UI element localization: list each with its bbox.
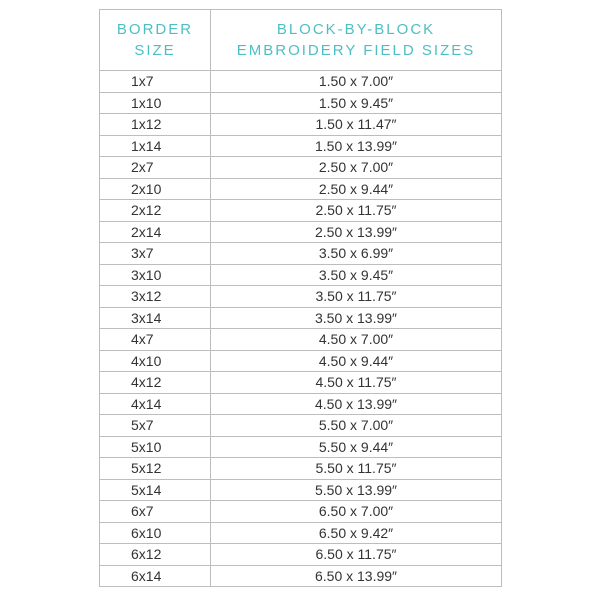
table-row xyxy=(100,501,502,523)
embroidery-sizes-table xyxy=(99,9,502,587)
table-body xyxy=(100,71,502,587)
border-size-cell: 4x12 xyxy=(100,372,211,394)
table-row xyxy=(100,372,502,394)
field-size-cell: 1.50 x 9.45″ xyxy=(211,92,502,114)
table-row xyxy=(100,565,502,587)
border-size-cell: 1x12 xyxy=(100,114,211,136)
border-size-cell: 4x14 xyxy=(100,393,211,415)
field-size-header-line1: BLOCK-BY-BLOCK xyxy=(276,21,436,38)
field-size-cell: 5.50 x 9.44″ xyxy=(211,436,502,458)
border-size-cell: 3x10 xyxy=(100,264,211,286)
border-size-cell: 5x12 xyxy=(100,458,211,480)
border-size-cell: 2x7 xyxy=(100,157,211,179)
border-size-cell: 1x7 xyxy=(100,71,211,93)
border-size-header-line1: BORDER xyxy=(116,21,194,38)
table-row xyxy=(100,92,502,114)
field-size-cell: 1.50 x 11.47″ xyxy=(211,114,502,136)
border-size-cell: 2x12 xyxy=(100,200,211,222)
table-row xyxy=(100,544,502,566)
border-size-cell: 4x7 xyxy=(100,329,211,351)
border-size-cell: 1x14 xyxy=(100,135,211,157)
field-size-cell: 1.50 x 7.00″ xyxy=(211,71,502,93)
border-size-cell: 4x10 xyxy=(100,350,211,372)
border-size-cell: 3x12 xyxy=(100,286,211,308)
table-row xyxy=(100,178,502,200)
border-size-cell: 6x14 xyxy=(100,565,211,587)
field-size-cell: 2.50 x 7.00″ xyxy=(211,157,502,179)
field-size-cell: 1.50 x 13.99″ xyxy=(211,135,502,157)
field-size-cell: 6.50 x 11.75″ xyxy=(211,544,502,566)
border-size-header xyxy=(100,10,211,71)
border-size-cell: 5x7 xyxy=(100,415,211,437)
field-size-cell: 5.50 x 13.99″ xyxy=(211,479,502,501)
field-size-cell: 3.50 x 13.99″ xyxy=(211,307,502,329)
field-size-cell: 2.50 x 9.44″ xyxy=(211,178,502,200)
field-size-header-line2: EMBROIDERY FIELD SIZES xyxy=(236,42,476,59)
table-row xyxy=(100,286,502,308)
border-size-cell: 5x10 xyxy=(100,436,211,458)
table-row xyxy=(100,479,502,501)
table-row xyxy=(100,114,502,136)
border-size-cell: 2x10 xyxy=(100,178,211,200)
field-size-header xyxy=(211,10,502,71)
table-row xyxy=(100,436,502,458)
table-row xyxy=(100,135,502,157)
field-size-cell: 3.50 x 9.45″ xyxy=(211,264,502,286)
table-row xyxy=(100,329,502,351)
border-size-header-line2: SIZE xyxy=(134,42,176,59)
header-row xyxy=(100,10,502,71)
border-size-cell: 1x10 xyxy=(100,92,211,114)
border-size-cell: 6x7 xyxy=(100,501,211,523)
table-row xyxy=(100,350,502,372)
field-size-cell: 4.50 x 11.75″ xyxy=(211,372,502,394)
table-row xyxy=(100,71,502,93)
field-size-cell: 4.50 x 9.44″ xyxy=(211,350,502,372)
border-size-cell: 2x14 xyxy=(100,221,211,243)
table-row xyxy=(100,458,502,480)
table-row xyxy=(100,200,502,222)
field-size-cell: 2.50 x 11.75″ xyxy=(211,200,502,222)
table-row xyxy=(100,243,502,265)
field-size-cell: 5.50 x 11.75″ xyxy=(211,458,502,480)
table-row xyxy=(100,393,502,415)
table-row xyxy=(100,221,502,243)
table-row xyxy=(100,307,502,329)
field-size-cell: 4.50 x 13.99″ xyxy=(211,393,502,415)
border-size-cell: 3x14 xyxy=(100,307,211,329)
field-size-cell: 5.50 x 7.00″ xyxy=(211,415,502,437)
border-size-cell: 6x12 xyxy=(100,544,211,566)
table-header xyxy=(100,10,502,71)
border-size-cell: 6x10 xyxy=(100,522,211,544)
table-row xyxy=(100,522,502,544)
field-size-cell: 6.50 x 13.99″ xyxy=(211,565,502,587)
field-size-cell: 6.50 x 7.00″ xyxy=(211,501,502,523)
field-size-cell: 3.50 x 11.75″ xyxy=(211,286,502,308)
field-size-cell: 6.50 x 9.42″ xyxy=(211,522,502,544)
border-size-cell: 5x14 xyxy=(100,479,211,501)
field-size-cell: 3.50 x 6.99″ xyxy=(211,243,502,265)
field-size-cell: 4.50 x 7.00″ xyxy=(211,329,502,351)
border-size-cell: 3x7 xyxy=(100,243,211,265)
table-row xyxy=(100,264,502,286)
table-row xyxy=(100,157,502,179)
table-row xyxy=(100,415,502,437)
embroidery-sizes-table-container xyxy=(99,9,501,587)
field-size-cell: 2.50 x 13.99″ xyxy=(211,221,502,243)
